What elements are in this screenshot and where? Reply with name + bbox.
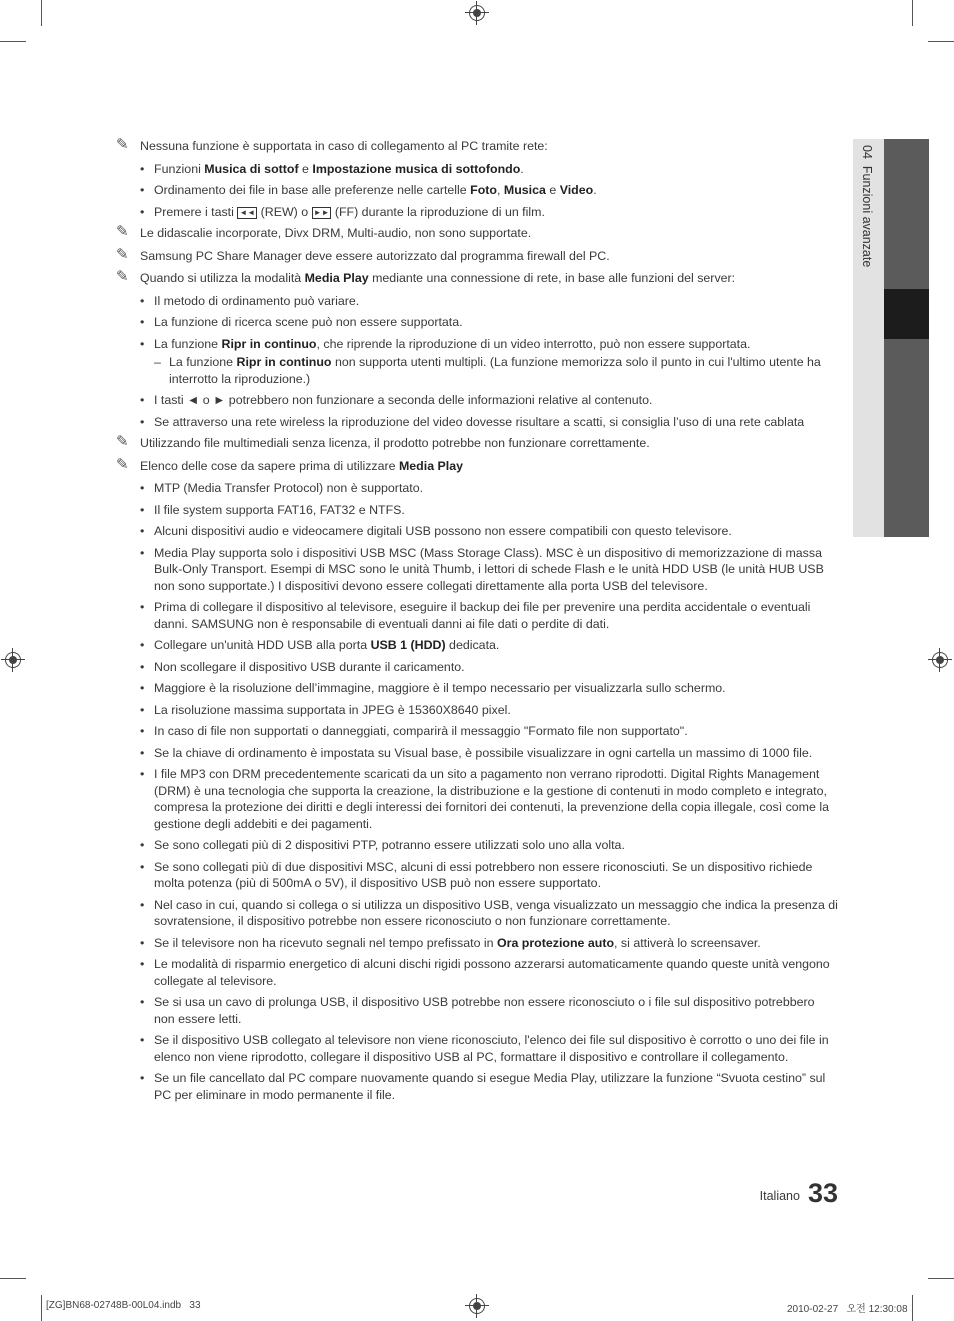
chapter-number: 04 [860,145,874,159]
note-pencil-icon: ✎ [116,223,129,240]
list-item: • Se un file cancellato dal PC compare nuovamente quando si esegue Media Play, utilizzare la funzione “Svuota cestino” sul PC per eliminare in modo permanente il file. [140,1071,826,1102]
crop-mark [0,41,26,42]
list-item: • I tasti ◄ o ► potrebbero non funzionare a seconda delle informazioni relative al contenuto. [140,393,653,407]
fast-forward-icon: ►► [313,207,330,217]
page-footer [760,1178,838,1208]
print-datetime: 2010-02-27 오전 12:30:08 [787,1304,908,1315]
page-number: 33 [807,1178,838,1208]
note: ✎ Le didascalie incorporate, Divx DRM, Multi-audio, non sono supportate. [116,223,532,240]
crop-mark [928,1278,954,1279]
list-item: • Ordinamento dei file in base alle preferenze nelle cartelle Foto, Musica e Video. [140,183,597,197]
list-item: • Se il televisore non ha ricevuto segnali nel tempo prefissato in Ora protezione auto, si attiverà lo screensaver. [140,935,761,950]
note-pencil-icon: ✎ [116,245,129,263]
list-item: • I file MP3 con DRM precedentemente scaricati da un sito a pagamento non verrano riprodotti. Digital Rights Management (DRM) è una tecnologia che supporta la creazione, la distribuzione e la gestione di contenuti in modo completo e integrato, compresa la protezione dei diritti e degli interessi dei fornitori dei contenuti, la prevenzione della copia illegale, così come la gestione degli addebiti e dei pagamenti. [140,767,829,831]
list-item: • La funzione Ripr in continuo, che riprende la riproduzione di un video interrotto, può non essere supportata. [140,336,751,351]
list-item: • Collegare un'unità HDD USB alla porta USB 1 (HDD) dedicata. [140,638,500,652]
list-item: • Prima di collegare il dispositivo al televisore, eseguire il backup dei file per prevenire una perdita accidentale o eventuali danni. SAMSUNG non è responsabile di eventuali danni ai file dati o perdite di dati. [140,600,811,631]
main-content [116,138,838,1108]
list-item: • Media Play supporta solo i dispositivi USB MSC (Mass Storage Class). MSC è un dispositivo di memorizzazione di massa Bulk-Only Transport. Esempi di MSC sono le unità Thumb, i lettori di schede Flash e le unità HDD USB (le unità HUB USB non sono supportate.) I dispositivi devono essere collegati direttamente alla porta USB del televisore. [140,545,824,593]
sub-list-item: – La funzione Ripr in continuo non supporta utenti multipli. (La funzione memorizza solo il punto in cui l'ultimo utente ha interrotto la riproduzione.) [154,355,821,386]
list-item: • Maggiore è la risoluzione dell’immagine, maggiore è il tempo necessario per visualizzarla sullo schermo. [140,681,726,695]
crop-mark [928,41,954,42]
list-item: • Premere i tasti ◄◄ (REW) o ►► (FF) durante la riproduzione di un film. [140,204,545,219]
list-item: • La funzione di ricerca scene può non essere supportata. [140,315,463,329]
list-item: • Se sono collegati più di 2 dispositivi PTP, potranno essere utilizzati solo uno alla volta. [140,838,625,852]
list-item: • Alcuni dispositivi audio e videocamere digitali USB possono non essere compatibili con questo televisore. [140,524,732,538]
note: ✎ Samsung PC Share Manager deve essere autorizzato dal programma firewall del PC. [116,245,610,263]
list-item: • Se il dispositivo USB collegato al televisore non viene riconosciuto, l'elenco dei file sul dispositivo è corrotto o uno dei file in elenco non viene riprodotto, collegare il dispositivo USB al PC, formattare il dispositivo e controllare il collegamento. [140,1033,829,1064]
list-item: • Funzioni Musica di sottof e Impostazione musica di sottofondo. [140,161,524,176]
note: ✎ Utilizzando file multimediali senza licenza, il prodotto potrebbe non funzionare correttamente. [116,433,650,450]
registration-mark-icon [469,5,485,21]
crop-mark [912,0,913,26]
crop-mark [912,1295,913,1321]
chapter-tab [853,139,929,537]
language-label: Italiano [759,1189,800,1203]
list-item: • MTP (Media Transfer Protocol) non è supportato. [140,481,424,495]
registration-mark-icon [469,1298,485,1314]
chapter-label [860,145,874,267]
list-item: • In caso di file non supportati o danneggiati, comparirà il messaggio "Formato file non supportato". [140,724,688,738]
list-item: • Se si usa un cavo di prolunga USB, il dispositivo USB potrebbe non essere riconosciuto o i file sul dispositivo potrebbero non essere letti. [140,995,815,1026]
list-item: • Il metodo di ordinamento può variare. [140,293,360,308]
list-item: • La risoluzione massima supportata in JPEG è 15360X8640 pixel. [140,702,511,717]
registration-mark-icon [5,652,21,668]
rewind-icon: ◄◄ [239,207,256,217]
list-item: • Le modalità di risparmio energetico di alcuni dischi rigidi possono azzerarsi automaticamente quando queste unità vengono collegate al televisore. [140,957,830,988]
list-item: • Il file system supporta FAT16, FAT32 e NTFS. [140,502,405,517]
list-item: • Se la chiave di ordinamento è impostata su Visual base, è possibile visualizzare in ogni cartella un massimo di 1000 file. [140,745,813,760]
note-pencil-icon: ✎ [116,455,129,473]
print-file-info: [ZG]BN68-02748B-00L04.indb 33 [46,1300,201,1311]
list-item: • Se sono collegati più di due dispositivi MSC, alcuni di essi potrebbero non essere riconosciuti. Se un dispositivo richiede molta potenza (più di 500mA o 5V), il dispositivo USB può non essere supportato. [140,859,813,890]
list-item: • Non scollegare il dispositivo USB durante il caricamento. [140,659,465,674]
crop-mark [41,1295,42,1321]
crop-mark [41,0,42,26]
note-pencil-icon: ✎ [116,433,129,450]
list-item: • Se attraverso una rete wireless la riproduzione del video dovesse risultare a scatti, si consiglia l’uso di una rete cablata [140,414,805,429]
chapter-title: Funzioni avanzate [860,165,874,268]
note: ✎ Elenco delle cose da sapere prima di utilizzare Media Play [116,455,464,473]
list-item: • Nel caso in cui, quando si collega o si utilizza un dispositivo USB, venga visualizzato un messaggio che indica la presenza di sovratensione, il dispositivo potrebbe non essere riconosciuto o non funzionare correttamente. [140,897,838,928]
registration-mark-icon [932,652,948,668]
note: ✎ Nessuna funzione è supportata in caso di collegamento al PC tramite rete: [116,136,548,153]
note: ✎ Quando si utilizza la modalità Media Play mediante una connessione di rete, in base alle funzioni del server: [116,268,736,285]
crop-mark [0,1278,26,1279]
note-pencil-icon: ✎ [116,136,129,153]
note-pencil-icon: ✎ [116,268,129,285]
